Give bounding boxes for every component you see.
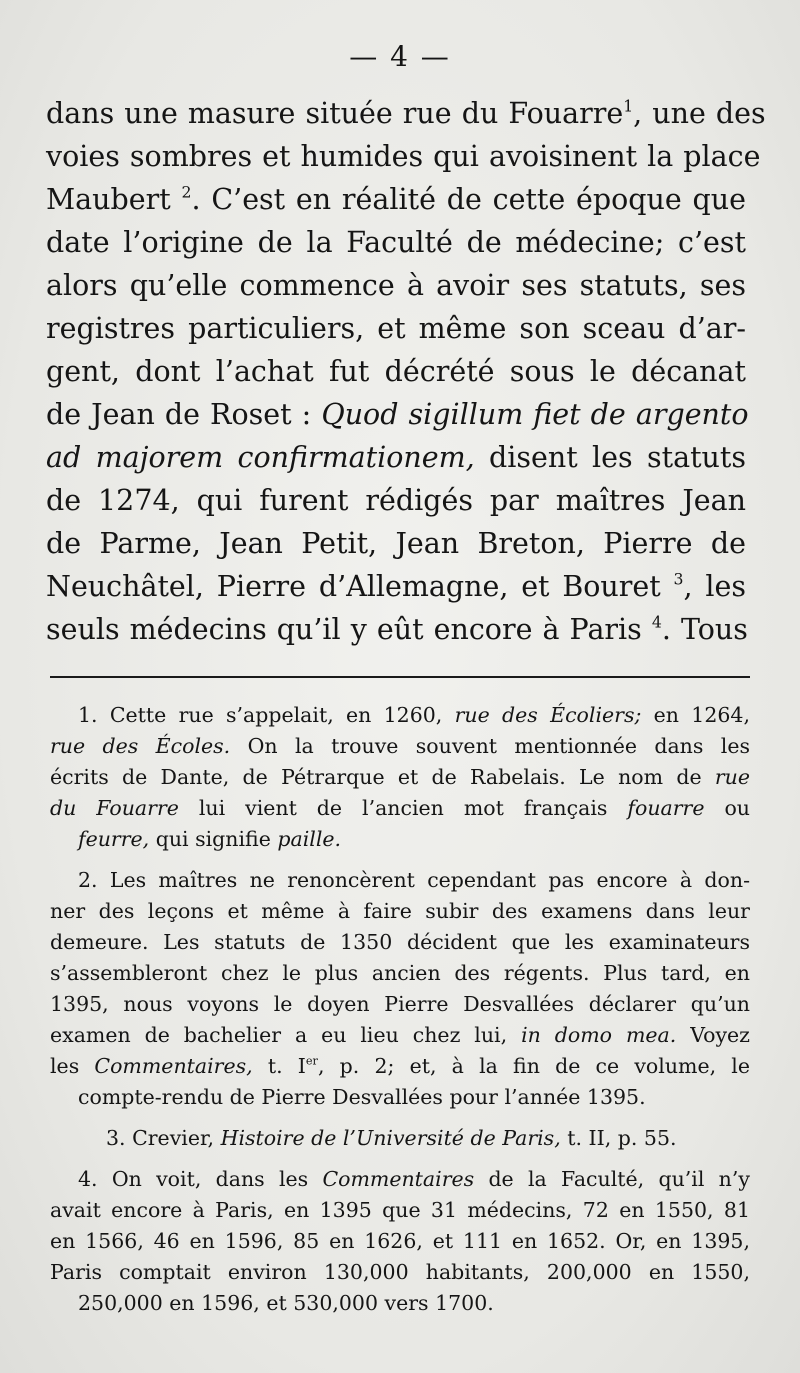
- text-line: examen de bachelier a eu lieu chez lui, in domo mea. Voyez: [50, 1023, 750, 1047]
- text-line: écrits de Dante, de Pétrarque et de Rabelais. Le nom de rue: [50, 765, 750, 789]
- footnotes: [50, 700, 750, 1329]
- text-line: voies sombres et humides qui avoisinent la place: [46, 140, 761, 173]
- text-line: avait encore à Paris, en 1395 que 31 médecins, 72 en 1550, 81: [50, 1198, 750, 1222]
- footnote-4: [50, 1164, 750, 1319]
- page-number: — 4 —: [349, 40, 451, 73]
- footnote-3: [50, 1123, 750, 1154]
- text-line: 3. Crevier, Histoire de l’Université de Paris, t. II, p. 55.: [106, 1126, 677, 1150]
- text-line: demeure. Les statuts de 1350 décident que les examinateurs: [50, 930, 750, 954]
- text-line: alors qu’elle commence à avoir ses statuts, ses: [46, 269, 746, 302]
- text-line: feurre, qui signifie paille.: [78, 827, 342, 851]
- text-line: s’assembleront chez le plus ancien des régents. Plus tard, en: [50, 961, 750, 985]
- footnote-2: [50, 865, 750, 1113]
- text-line: 4. On voit, dans les Commentaires de la Faculté, qu’il n’y: [78, 1167, 750, 1191]
- text-line: 250,000 en 1596, et 530,000 vers 1700.: [78, 1291, 494, 1315]
- footnote-1: [50, 700, 750, 855]
- text-line: 2. Les maîtres ne renoncèrent cependant pas encore à don-: [78, 868, 750, 892]
- text-line: de Parme, Jean Petit, Jean Breton, Pierre de: [46, 527, 746, 560]
- main-text: [46, 92, 766, 651]
- text-line: de Jean de Roset : Quod sigillum fiet de argento: [46, 398, 749, 431]
- text-line: 1395, nous voyons le doyen Pierre Desvallées déclarer qu’un: [50, 992, 750, 1016]
- text-line: rue des Écoles. On la trouve souvent mentionnée dans les: [50, 734, 750, 758]
- text-line: du Fouarre lui vient de l’ancien mot français fouarre ou: [50, 796, 750, 820]
- text-line: dans une masure située rue du Fouarre$^1$, une des: [46, 96, 766, 130]
- text-line: gent, dont l’achat fut décrété sous le décanat: [46, 355, 746, 388]
- text-line: les Commentaires, t. Ier, p. 2; et, à la fin de ce volume, le: [50, 1054, 750, 1078]
- text-line: en 1566, 46 en 1596, 85 en 1626, et 111 en 1652. Or, en 1395,: [50, 1229, 750, 1253]
- text-line: compte-rendu de Pierre Desvallées pour l’année 1395.: [78, 1085, 646, 1109]
- text-line: ad majorem confirmationem, disent les statuts: [46, 441, 746, 474]
- text-line: date l’origine de la Faculté de médecine; c’est: [46, 226, 746, 259]
- text-line: registres particuliers, et même son sceau d’ar-: [46, 312, 746, 345]
- footnote-divider: [50, 676, 750, 678]
- text-line: Paris comptait environ 130,000 habitants, 200,000 en 1550,: [50, 1260, 750, 1284]
- text-line: seuls médecins qu’il y eût encore à Paris $^4$. Tous: [46, 612, 748, 646]
- text-line: Neuchâtel, Pierre d’Allemagne, et Bouret $^3$, les: [46, 569, 746, 603]
- text-line: 1. Cette rue s’appelait, en 1260, rue des Écoliers; en 1264,: [78, 703, 750, 727]
- text-line: de 1274, qui furent rédigés par maîtres Jean: [46, 484, 746, 517]
- text-line: ner des leçons et même à faire subir des examens dans leur: [50, 899, 750, 923]
- text-line: Maubert $^2$. C’est en réalité de cette époque que: [46, 182, 747, 216]
